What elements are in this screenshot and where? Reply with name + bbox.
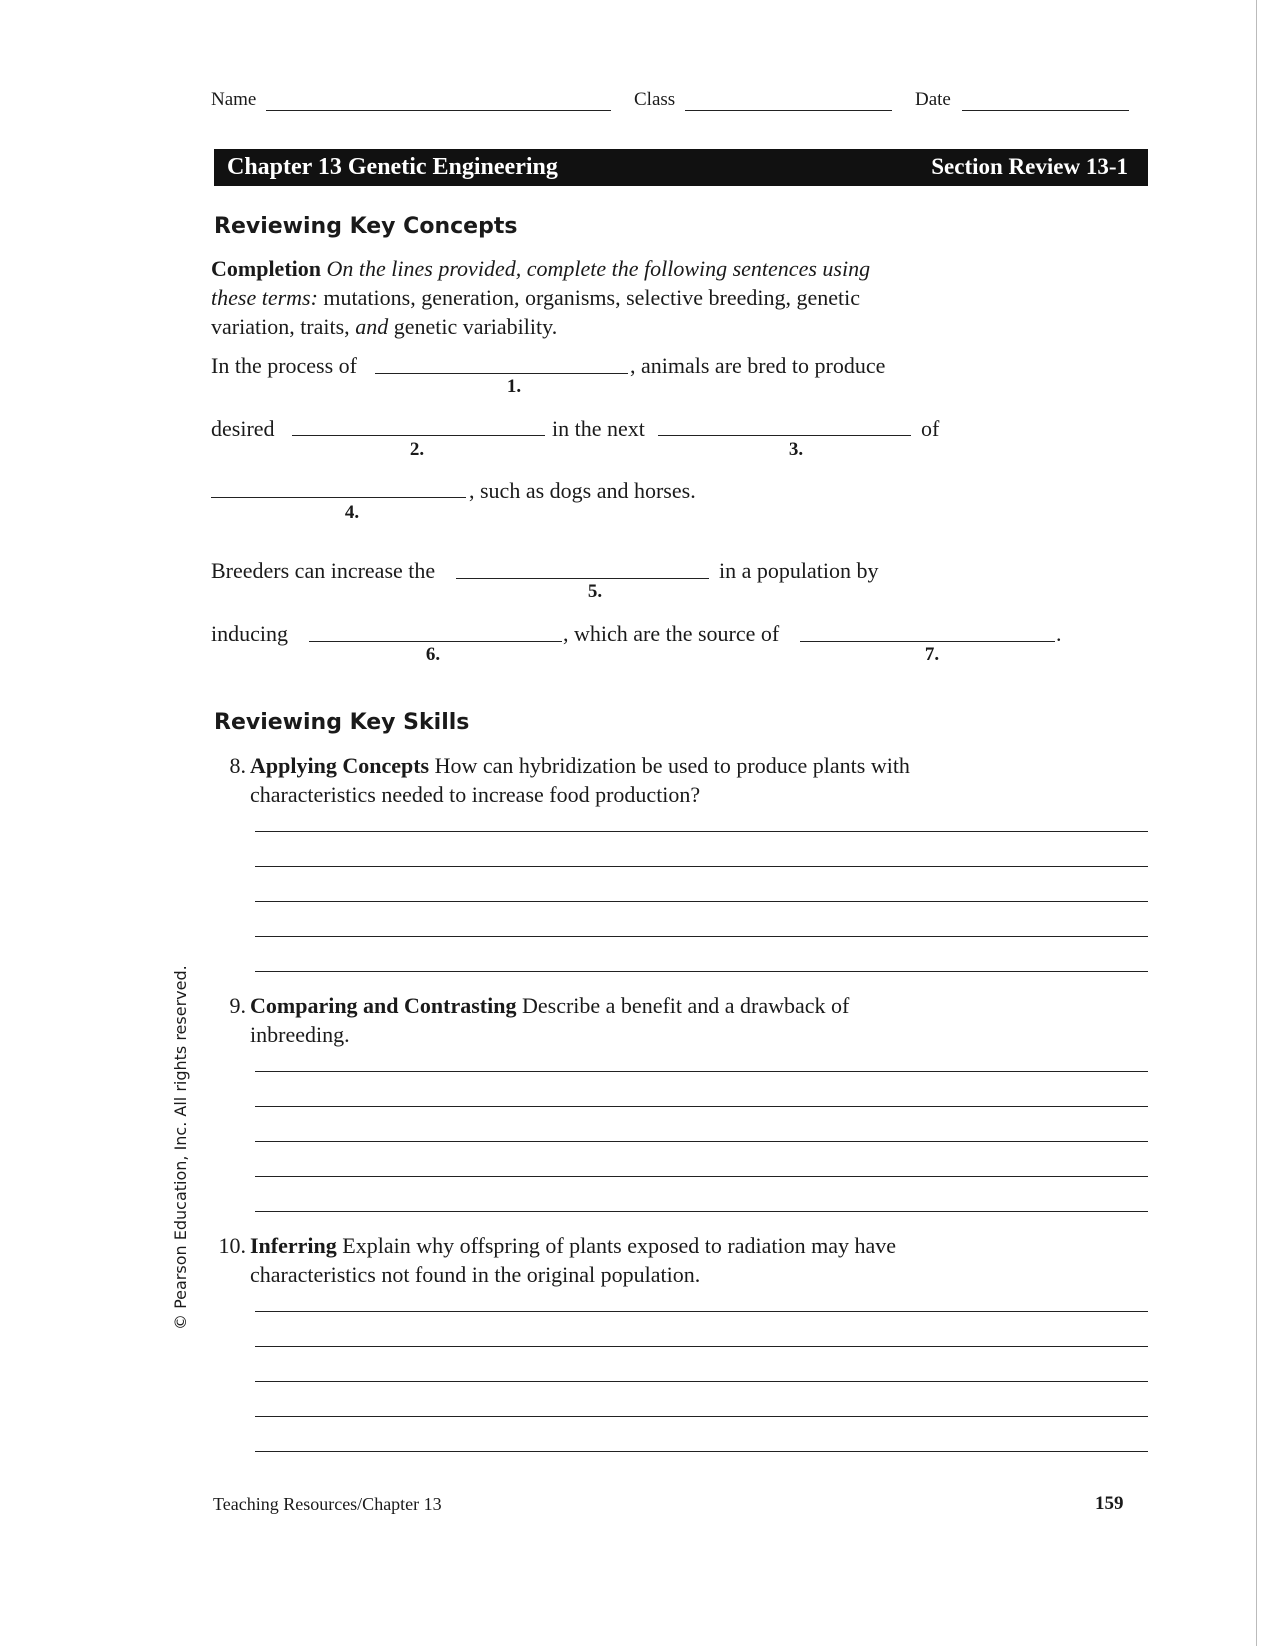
- name-label: Name: [211, 89, 257, 110]
- question-9: [210, 991, 970, 1051]
- answer-8-line-2[interactable]: [255, 866, 1148, 867]
- answer-8-line-3[interactable]: [255, 901, 1148, 902]
- question-10-number: 10.: [218, 1233, 246, 1258]
- page-edge: [1256, 0, 1257, 1646]
- blank-number-6: 6.: [425, 644, 441, 665]
- footer-source: Teaching Resources/Chapter 13: [213, 1494, 442, 1514]
- question-9-text: Describe a benefit and a drawback of inbreeding.: [250, 993, 850, 1047]
- answer-9-line-1[interactable]: [255, 1071, 1148, 1072]
- name-field[interactable]: [266, 110, 611, 111]
- section-title: Section Review 13-1: [931, 154, 1128, 179]
- blank-2[interactable]: [292, 435, 545, 436]
- question-8-label: Applying Concepts: [250, 753, 430, 778]
- key-concepts-heading: Reviewing Key Concepts: [214, 214, 518, 239]
- completion-instructions: [211, 254, 911, 341]
- copyright-notice: © Pearson Education, Inc. All rights reserved.: [171, 965, 190, 1330]
- question-9-body: [250, 991, 950, 1049]
- blank-number-4: 4.: [344, 502, 360, 523]
- blank-6[interactable]: [309, 641, 562, 642]
- answer-8-line-1[interactable]: [255, 831, 1148, 832]
- chapter-title: Chapter 13 Genetic Engineering: [227, 154, 558, 180]
- question-9-label: Comparing and Contrasting: [250, 993, 517, 1018]
- answer-8-line-5[interactable]: [255, 971, 1148, 972]
- sentence-2-end: of: [921, 416, 940, 441]
- answer-9-line-4[interactable]: [255, 1176, 1148, 1177]
- instruction-lead: Completion: [211, 256, 321, 281]
- blank-number-5: 5.: [587, 581, 603, 602]
- blank-1[interactable]: [375, 373, 628, 374]
- sentence-3-end: , such as dogs and horses.: [469, 478, 696, 503]
- question-8-text: How can hybridization be used to produce plants with characteristics needed to increase food production?: [250, 753, 910, 807]
- sentence-2-mid: in the next: [552, 416, 645, 441]
- question-10-body: [250, 1231, 950, 1289]
- blank-number-1: 1.: [506, 376, 522, 397]
- instruction-terms: mutations, generation, organisms, selective breeding, genetic variation, traits,: [211, 285, 861, 339]
- class-field[interactable]: [685, 110, 892, 111]
- sentence-5-start: inducing: [211, 621, 288, 646]
- sentence-1-end: , animals are bred to produce: [630, 353, 886, 378]
- blank-number-2: 2.: [409, 439, 425, 460]
- answer-9-line-2[interactable]: [255, 1106, 1148, 1107]
- sentence-5-end: .: [1056, 621, 1062, 646]
- question-8-number: 8.: [229, 753, 246, 778]
- answer-10-line-1[interactable]: [255, 1311, 1148, 1312]
- key-skills-heading: Reviewing Key Skills: [214, 710, 470, 735]
- sentence-5-mid: , which are the source of: [563, 621, 780, 646]
- question-8-body: [250, 751, 950, 809]
- blank-7[interactable]: [800, 641, 1055, 642]
- answer-9-line-3[interactable]: [255, 1141, 1148, 1142]
- blank-5[interactable]: [456, 578, 709, 579]
- class-label: Class: [634, 89, 676, 110]
- answer-10-line-3[interactable]: [255, 1381, 1148, 1382]
- sentence-2-start: desired: [211, 416, 275, 441]
- sentence-1-start: In the process of: [211, 353, 358, 378]
- blank-number-7: 7.: [924, 644, 940, 665]
- answer-9-line-5[interactable]: [255, 1211, 1148, 1212]
- answer-10-line-4[interactable]: [255, 1416, 1148, 1417]
- date-field[interactable]: [962, 110, 1129, 111]
- question-8: [210, 751, 970, 811]
- instruction-and: and: [355, 314, 389, 339]
- blank-4[interactable]: [211, 497, 466, 498]
- question-10-text: Explain why offspring of plants exposed to radiation may have characteristics not found in the original population.: [250, 1233, 897, 1287]
- answer-10-line-2[interactable]: [255, 1346, 1148, 1347]
- question-10-label: Inferring: [250, 1233, 337, 1258]
- question-10: [210, 1231, 970, 1291]
- sentence-4-end: in a population by: [719, 558, 879, 583]
- page-number: 159: [1095, 1493, 1124, 1514]
- answer-10-line-5[interactable]: [255, 1451, 1148, 1452]
- instruction-end: genetic variability.: [393, 314, 558, 339]
- date-label: Date: [915, 89, 951, 110]
- sentence-4-start: Breeders can increase the: [211, 558, 436, 583]
- blank-number-3: 3.: [788, 439, 804, 460]
- answer-8-line-4[interactable]: [255, 936, 1148, 937]
- instruction-italic: On the lines provided, complete the following sentences using these terms:: [211, 256, 871, 310]
- chapter-title-bar: [214, 149, 1148, 186]
- question-9-number: 9.: [229, 993, 246, 1018]
- blank-3[interactable]: [658, 435, 911, 436]
